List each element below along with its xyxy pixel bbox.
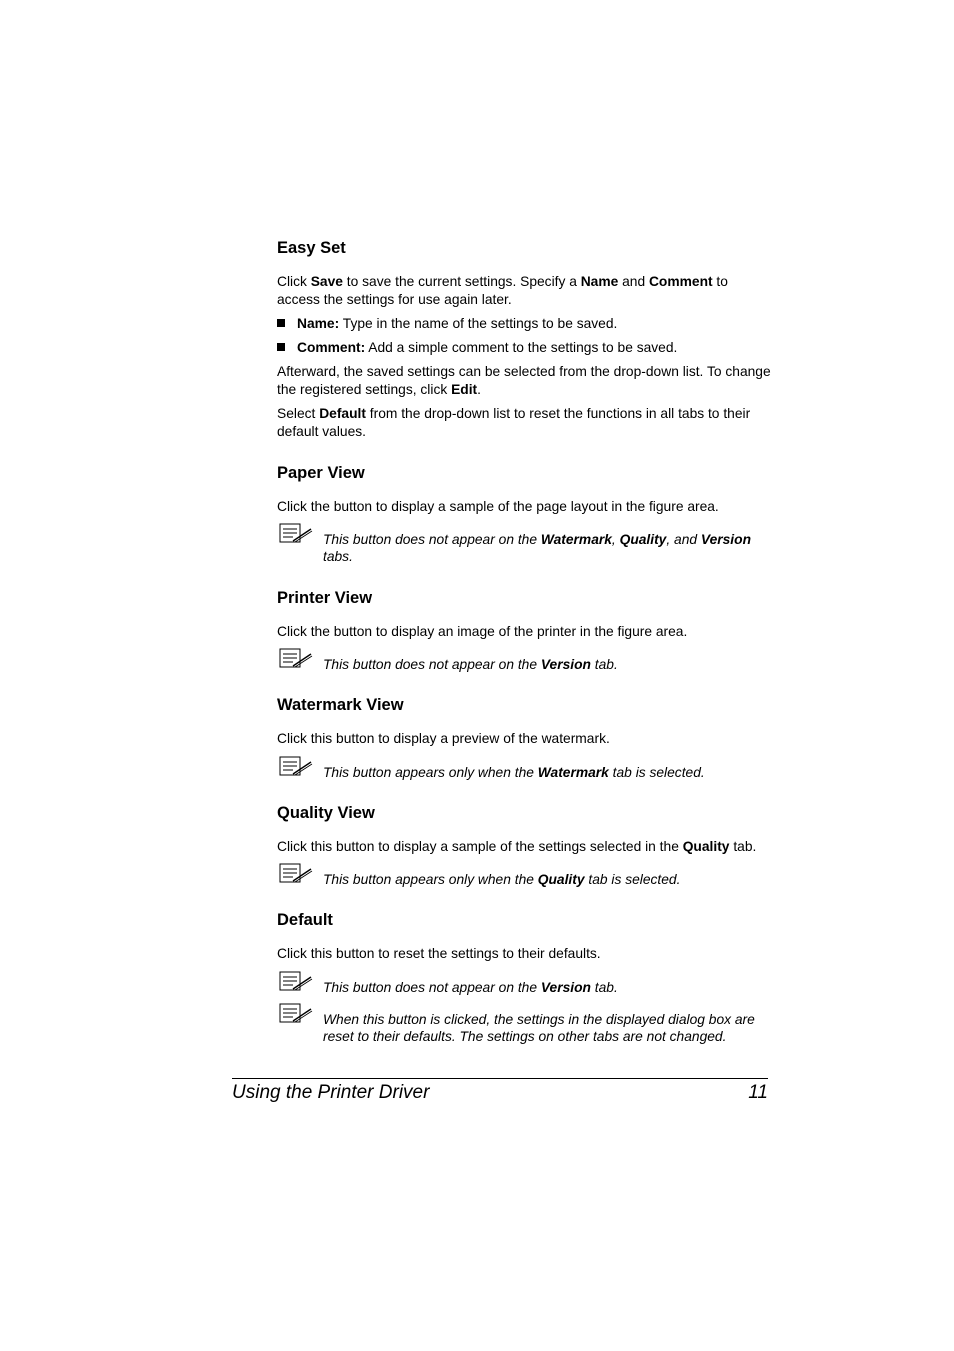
footer-rule [232, 1078, 768, 1079]
bullet-square-icon [277, 319, 285, 327]
heading-default: Default [277, 911, 333, 929]
heading-quality-view: Quality View [277, 804, 375, 822]
easy-set-paragraph-3: Select Default from the drop-down list to reset the functions in all tabs to their default values. [277, 406, 751, 439]
easy-set-paragraph-2: Afterward, the saved settings can be selected from the drop-down list. To change the registered settings, click Edit. [277, 364, 771, 397]
heading-watermark-view: Watermark View [277, 696, 404, 714]
note-pencil-icon [279, 523, 313, 545]
paper-view-body: Click the button to display a sample of the page layout in the figure area. [277, 499, 719, 514]
note-pencil-icon [279, 971, 313, 993]
watermark-view-body: Click this button to display a preview of the watermark. [277, 731, 610, 746]
printer-view-body: Click the button to display an image of the printer in the figure area. [277, 624, 688, 639]
default-body: Click this button to reset the settings to their defaults. [277, 946, 601, 961]
manual-page: Easy Set Click Save to save the current settings. Specify a Name and Comment to access the settings for use again later. Name: Type in the name of the settings to be saved. Comment: Add a simple comment to the settings to be saved. Afterward, the saved settings can be selected from the drop-down list. To change the registered settings, click Edit. Select Default from the drop-down list to reset the functions in all tabs to their default values. Paper View Click the button to display a sample of the page layout in the figure area. This button does not appear on the Watermark, Quality, and Version tabs. Printer View Click the button to display an image of the printer in the figure area. This button does not appear on the Version tab. Watermark View Click this button to display a preview of the watermark. This button appears only when the Watermark tab is selected. Quality View Click this button to display a sample of the settings selected in the Quality tab. This button appears only when the Quality tab is selected. Default Click this button to reset the settings to their defaults. This button does not appear on the Version tab. When this button is clicked, the settings in the displayed dialog box are reset to their defaults. The settings on other tabs are not changed. Using the Printer Driver 11 [232, 239, 771, 1103]
heading-printer-view: Printer View [277, 589, 373, 607]
note-pencil-icon [279, 863, 313, 885]
footer-title: Using the Printer Driver [232, 1082, 430, 1103]
bullet-square-icon [277, 343, 285, 351]
note-pencil-icon [279, 756, 313, 778]
note-pencil-icon [279, 648, 313, 670]
note-pencil-icon [279, 1003, 313, 1025]
easy-set-paragraph-1: Click Save to save the current settings. Specify a Name and Comment to access the settings for use again later. [277, 274, 728, 307]
quality-view-body: Click this button to display a sample of the settings selected in the Quality tab. [277, 839, 757, 854]
bullet-name: Name: Type in the name of the settings to be saved. [277, 315, 617, 333]
heading-paper-view: Paper View [277, 464, 365, 482]
page-number: 11 [748, 1082, 768, 1103]
heading-easy-set: Easy Set [277, 239, 346, 257]
bullet-comment: Comment: Add a simple comment to the settings to be saved. [277, 339, 677, 357]
